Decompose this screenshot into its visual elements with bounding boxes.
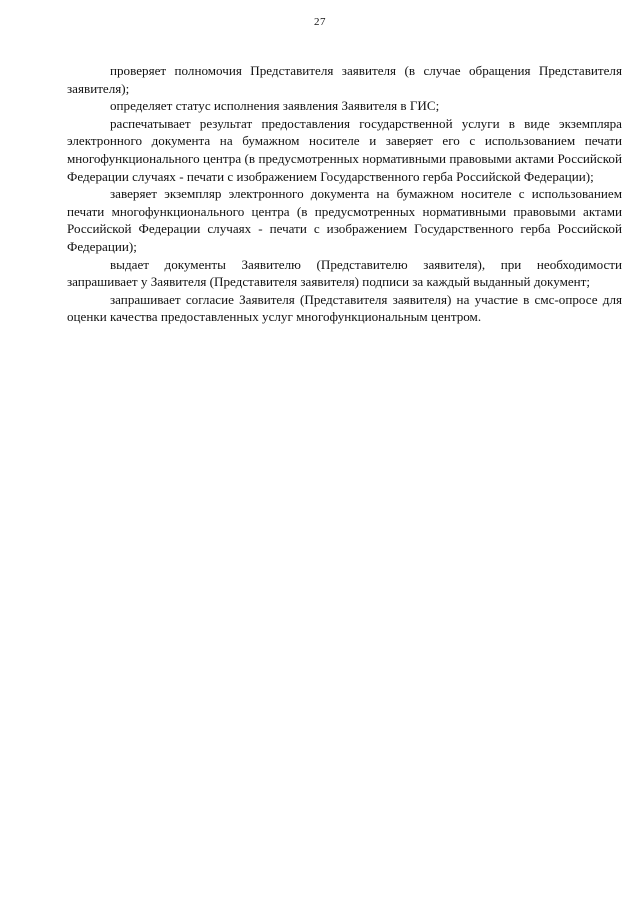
- paragraph-print-result: распечатывает результат предоставления государственной услуги в виде экземпляра электронного документа на бумажном носителе и заверяет его с использованием печати многофункционального центра (в предусмотренных нормативными правовыми актами Российской Федерации случаях - печати с изображением Государственного герба Российской Федерации);: [67, 115, 622, 184]
- paragraph-certify-copy: заверяет экземпляр электронного документа на бумажном носителе с использованием печати многофункционального центра (в предусмотренных нормативными правовыми актами Российской Федерации случаях - печати с изображением Государственного герба Российской Федерации);: [67, 186, 622, 254]
- paragraph-check-authority: проверяет полномочия Представителя заявителя (в случае обращения Представителя заявителя);: [67, 63, 622, 96]
- document-body: [67, 62, 622, 326]
- paragraph-sms-survey: запрашивает согласие Заявителя (Представителя заявителя) на участие в смс-опросе для оценки качества предоставленных услуг многофункциональным центром.: [67, 291, 622, 325]
- paragraph-issue-documents: выдает документы Заявителю (Представителю заявителя), при необходимости запрашивает у Заявителя (Представителя заявителя) подписи за каждый выданный документ;: [67, 256, 622, 290]
- page-number: 27: [314, 16, 326, 28]
- paragraph-status-check: определяет статус исполнения заявления Заявителя в ГИС;: [110, 98, 440, 114]
